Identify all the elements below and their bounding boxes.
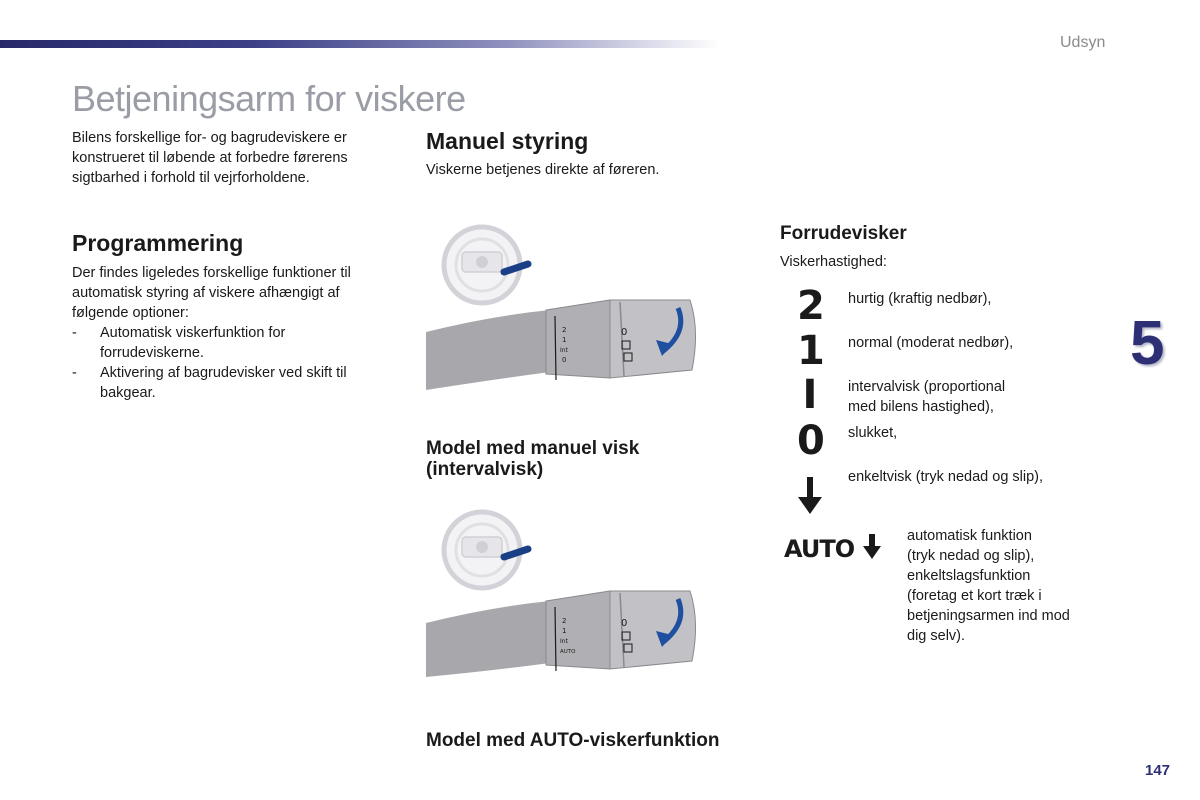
forrude-heading: Forrudevisker xyxy=(780,223,907,244)
programmering-heading: Programmering xyxy=(72,230,244,256)
auto-description-line: dig selv). xyxy=(907,628,966,644)
bullet-line: forrudeviskerne. xyxy=(100,345,204,361)
speed-description xyxy=(848,377,1005,417)
speed-symbol-1: 1 xyxy=(797,328,825,374)
page-number: 147 xyxy=(1145,762,1171,779)
bullet-dash: - xyxy=(72,365,77,381)
wiper-stalk-illustration-manual xyxy=(420,220,710,390)
page-title: Betjeningsarm for viskere xyxy=(72,78,466,119)
manuel-text: Viskerne betjenes direkte af føreren. xyxy=(426,162,660,178)
auto-symbol xyxy=(784,534,881,563)
stalk-label: 2 xyxy=(562,617,567,625)
speed-description: normal (moderat nedbør), xyxy=(848,335,1014,351)
stalk-label: 2 xyxy=(562,326,567,334)
speed-description-line: intervalvisk (proportional xyxy=(848,379,1006,395)
speed-description: enkeltvisk (tryk nedad og slip), xyxy=(848,469,1044,485)
forrude-subheading: Viskerhastighed: xyxy=(780,254,887,270)
programmering-line: følgende optioner: xyxy=(72,305,189,321)
bullet-line: bakgear. xyxy=(100,385,156,401)
stalk-ring-label: 0 xyxy=(621,618,628,629)
model-manual-line: (intervalvisk) xyxy=(426,459,544,480)
section-label: Udsyn xyxy=(1060,34,1106,51)
stalk-arm xyxy=(426,310,550,390)
model-auto-heading: Model med AUTO-viskerfunktion xyxy=(426,730,720,751)
bullet-dash: - xyxy=(72,325,77,341)
auto-label: AUTO xyxy=(784,535,855,563)
speed-description: slukket, xyxy=(848,425,898,441)
programmering-line: Der findes ligeledes forskellige funktioner til xyxy=(72,265,351,281)
stalk-label: AUTO xyxy=(560,649,576,655)
speed-symbol-2: 2 xyxy=(797,283,825,329)
bullet-line: Automatisk viskerfunktion for xyxy=(100,325,286,341)
model-manual-line: Model med manuel visk xyxy=(426,438,640,459)
programmering-line: automatisk styring af viskere afhængigt af xyxy=(72,285,340,301)
speed-symbol-0: 0 xyxy=(797,418,825,464)
intro-line: Bilens forskellige for- og bagrudeviskere er xyxy=(72,130,347,146)
auto-description-line: (tryk nedad og slip), xyxy=(907,548,1035,564)
auto-description-line: enkeltslagsfunktion xyxy=(907,568,1031,584)
wiper-stalk-illustration-auto xyxy=(420,505,710,680)
chapter-number: 5 xyxy=(1130,309,1165,378)
auto-description-line: betjeningsarmen ind mod xyxy=(907,608,1070,624)
stalk-label: 1 xyxy=(562,627,567,635)
auto-description xyxy=(907,526,1070,646)
model-manual-heading xyxy=(426,438,639,480)
stalk-label: Int xyxy=(560,347,568,354)
manuel-heading: Manuel styring xyxy=(426,128,589,154)
bullet-line: Aktivering af bagrudevisker ved skift til xyxy=(100,365,347,381)
intro-line: konstrueret til løbende at forbedre førerens xyxy=(72,150,348,166)
speed-description: hurtig (kraftig nedbør), xyxy=(848,291,992,307)
stalk-label: Int xyxy=(560,638,568,645)
steering-wheel-icon xyxy=(444,227,520,303)
stalk-ring-label: 0 xyxy=(621,327,628,338)
header-bar xyxy=(0,40,720,48)
down-arrow-icon xyxy=(863,534,881,560)
stalk-label: 0 xyxy=(562,356,567,364)
auto-description-line: (foretag et kort træk i xyxy=(907,588,1042,604)
stalk-arm xyxy=(426,601,550,677)
speed-description-line: med bilens hastighed), xyxy=(848,399,994,415)
intro-line: sigtbarhed i forhold til vejrforholdene. xyxy=(72,170,310,186)
auto-description-line: automatisk funktion xyxy=(907,528,1032,544)
steering-wheel-icon xyxy=(444,512,520,588)
stalk-label: 1 xyxy=(562,336,567,344)
down-arrow-icon xyxy=(797,477,823,515)
speed-symbol-interval: I xyxy=(802,372,818,418)
